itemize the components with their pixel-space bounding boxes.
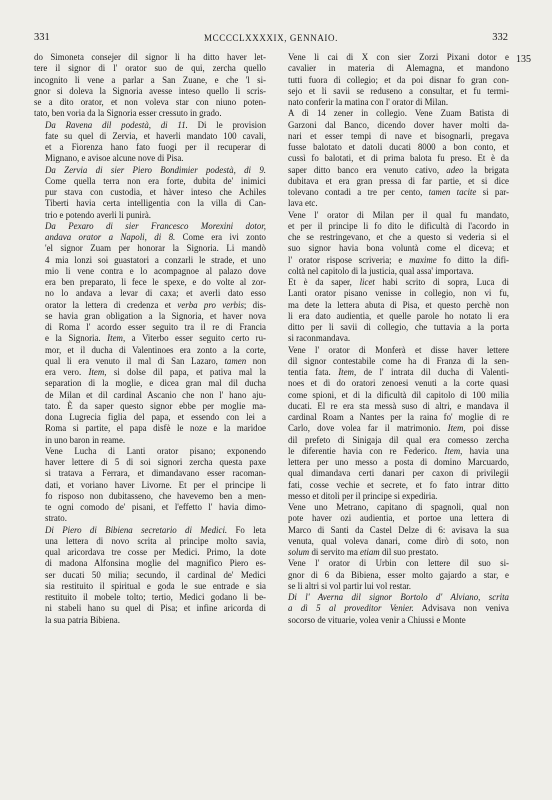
text-line: de Milan et dil cardinal Ascanio che non l' hano aju- (45, 389, 266, 400)
text-line: tentia fata. Item, de l' intrata dil ducha di Valenti- (288, 367, 509, 377)
text-line: et a Fiorenza hano fato fuogi per il recuperar di (45, 142, 266, 152)
text-line: se a dito orator, et non voleva star con niuno poten- (34, 97, 266, 107)
text-line: qual li era venuto il mal di San Lazaro, tamen non (45, 355, 266, 366)
text-line: Vene uno Metrano, capitano di spagnoli, qual non (288, 502, 509, 512)
text-line: incognito li vene a parlar a San Zuane, e che 'l si- (34, 74, 266, 85)
paragraph (34, 165, 266, 221)
text-line: fate su quel di Zervia, et haverli mandato 100 cavali, (45, 130, 266, 141)
text-line: Vene li cai di X con sier Zorzi Pixani dotor e (288, 52, 509, 62)
text-line: tere il signor di l' orator suo de qui, zercha quello (34, 63, 266, 74)
paragraph (277, 277, 509, 345)
text-line: separation di la moglie, e dicea gran mal dil ducha (45, 378, 266, 389)
text-line: no lo andava a levar di caxa; et averli dato esso (45, 288, 266, 299)
text-line: in uno baron in reame. (45, 434, 126, 445)
text-line: messo et ditoli per il principe si expediria. (288, 490, 438, 501)
paragraph (34, 525, 266, 626)
text-line: coltà nel capitolo di la justicia, qual assa' importava. (288, 265, 474, 276)
paragraph (277, 558, 509, 592)
text-line: fo risposo non dubitasseno, che havevemo ben a men- (45, 490, 266, 501)
text-line: restituito il mobele tolto; tertio, Medici godano li be- (45, 592, 266, 602)
text-line: mio li vene contra e lo acompagnoe al palazo dove (45, 265, 266, 276)
text-line: et per il principe li fo dito le dificultà di l'acordo in (288, 220, 509, 231)
text-line: venuta, qual voleva danari, come dirò di soto, non (288, 535, 509, 546)
text-line: Carlo, dove volea far il matrimonio. Item, poi disse (288, 423, 510, 434)
text-line: nato conferir la matina con l' orator di Milan. (288, 97, 449, 107)
text-line: fusse balotato et datoli ducati 8000 a bon conto, et (288, 142, 509, 152)
text-line: ma dete la lettera abuta di Pisa, et questo perchè non (288, 299, 509, 310)
paragraph (34, 120, 266, 165)
text-line: come spioni, et di la dificultà dil capitolo di 100 milia (288, 389, 509, 400)
paragraph (34, 446, 266, 525)
text-line: Vene l' orator di Monferà et disse haver lettere (288, 344, 509, 355)
text-line: cardinal Roam a Nantes per la raina fo' moglie di re (288, 412, 509, 422)
page-number-right: 332 (492, 32, 508, 43)
text-line: lava etc. (288, 198, 318, 209)
text-line: era ben preparato, li fece le spexe, e do volte al zor- (45, 277, 266, 287)
paragraph (277, 52, 509, 108)
text-line: noes et di do oratori zenoesi venuti a la corte quasi (288, 378, 509, 389)
text-line: Vene l' orator di Urbin con lettere dil suo si- (288, 558, 509, 569)
text-line: a dì 5 al proveditor Venier. Advisava non veniva (288, 603, 509, 614)
text-line: solum di servito ma etiam dil suo prestato. (288, 547, 439, 557)
text-line: te ogni comodo de' pisani, et l'effetto l' havia dimo- (45, 502, 266, 512)
text-line: ditto per li savii di collegio, che tuttavia a la porta (288, 322, 509, 332)
text-line: dil signor contestabile come ha di Franza di la sen- (288, 355, 509, 366)
text-line: Di l' Averna dil signor Bortolo d' Alviano, scrita (288, 592, 509, 602)
text-line: qual dimandava certi danari per caxon di privilegii (288, 468, 509, 479)
text-line: e la Signoria. Item, a Viterbo esser seguito certo ru- (45, 333, 266, 344)
text-line: pote haver ozi audientia, et portoe una lettera di (288, 513, 509, 524)
text-line: tutti fuora di collegio; et da poi disnar fo gran con- (288, 74, 509, 85)
text-line: dubitava et era gran pressa di far partie, et si dice (288, 175, 509, 186)
text-line: se li altri si vol partir lui vol restar. (288, 580, 411, 591)
text-line: haver lettere di 5 di soi signori zercha questa paxe (45, 457, 266, 467)
paragraph (277, 210, 509, 278)
text-line: ducati. El re era sta messà suso di altri, e mandava il (288, 400, 509, 411)
text-line: dona Lugrecia figlia del papa, et essendo con lei a (45, 412, 266, 422)
text-line: mor, et il ducha di Valentinoes era zonto a la corte, (45, 344, 266, 355)
text-line: Lanti orator pisano venisse in collegio, non vi fu, (288, 288, 509, 299)
text-line: andava orator a Napoli, di 8. Come era ivi zonto (45, 232, 266, 242)
text-line: Da Pexaro di sier Francesco Morexini dotor, (45, 220, 266, 231)
text-line: socorso de vituarie, volea venir a Chiussi e Monte (288, 614, 466, 625)
text-line: Vene l' orator di Milan per il qual fu mandato, (288, 209, 509, 220)
text-line: strato. (45, 513, 67, 524)
text-line: Come quella terra non era forte, dubita de' inimici (45, 175, 266, 186)
text-line: dil prefeto di Sinigaja dil qual era comesso zercha (288, 434, 509, 445)
text-line: gnor di 6 da Bibiena, esser molto gajardo a star, e (288, 569, 509, 580)
text-line: di Roma l' acordo esser seguito tra il re di Francia (45, 322, 266, 332)
text-line: qual aricordava tre cosse per Medici. Primo, la dote (45, 547, 266, 557)
text-line: Tiberti havia certa intelligentia con la villa di Can- (45, 198, 266, 209)
text-line: trio e potendo averli li punirà. (45, 209, 151, 220)
paragraph (277, 108, 509, 209)
text-line: tato, ben voria da la Signoria esser cressuto in grado. (34, 108, 222, 119)
text-line: saper ditto banco era venuto cativo, adeo la brigata (288, 164, 509, 175)
text-line: orator la lettera di credenza et verba pro verbis; dis- (45, 299, 266, 310)
text-line: Roma si partite, el papa disfè le noze e la maridoe (45, 423, 266, 434)
text-line: suo signor havia bona voluntà come el diceva; et (288, 243, 509, 254)
text-line: Garzoni dal Banco, dicendo dover haver molti da- (288, 119, 509, 130)
text-line: una lettera di novo scrita al principe molto savia, (45, 535, 266, 546)
text-line: Da Zervia di sier Piero Bondimier podestà, di 9. (45, 164, 266, 175)
text-line: fati, cosse vechie et secrete, et fo fato intrar ditto (288, 479, 509, 490)
paragraph (277, 345, 509, 503)
text-line: era vero. Item, si dolse dil papa, et pativa mal la (45, 367, 266, 377)
paragraph (277, 592, 509, 626)
text-line: che se restringevano, et che a questo si vederia si el (288, 232, 509, 242)
text-line: Mignano, e avisoe alcune nove di Pisa. (45, 153, 184, 164)
text-line: se havia gran obligation a la Signoria, et haver nova (45, 310, 266, 321)
text-line: A dì 14 zener in collegio. Vene Zuam Batista di (288, 108, 509, 119)
text-line: si tratava a Ferrara, et dimandavano esser racoman- (45, 468, 266, 479)
page-header (34, 31, 508, 45)
running-title: MCCCCLXXXXIX, GENNAIO. (204, 33, 338, 43)
text-line: l' orator rispose scriveria; e maxime fo ditto la difi- (288, 254, 509, 265)
text-line: nari et esser tempi di nave et bisognarli, pregava (288, 130, 509, 141)
left-column (34, 52, 266, 626)
text-line: gnor si doleva la Signoria avesse inteso quello li scris- (34, 85, 266, 96)
text-line: ni stabeli hano su quel di Pisa; et infine aricorda di (45, 603, 266, 614)
text-line: 4 mia lonzi soi guastatori a conzarli le strade, et uno (45, 254, 266, 265)
text-line: la sua patria Bibiena. (45, 614, 120, 625)
text-line: le diferentie havia con re Federico. Item, havia una (288, 445, 509, 456)
text-line: si raconmandava. (288, 333, 351, 344)
paragraph (277, 502, 509, 558)
text-line: ser ducati 50 milia; secundo, il cardinal de' Medici (45, 569, 266, 580)
text-line: sejo et li savii se reduseno a consultar, et fu termi- (288, 85, 509, 96)
text-line: Vene Lucha di Lanti orator pisano; exponendo (45, 445, 266, 456)
text-line: cussì fo balotati, et di prima balota fu preso. Et è da (288, 153, 509, 164)
text-line: 'el signor Zuam per honorar la Signoria. Li mandò (45, 243, 266, 254)
text-line: tato. È da saper questo signor ebbe per moglie ma- (45, 400, 266, 411)
text-line: di madona Alfonsina moglie del magnifico Piero es- (45, 558, 266, 569)
text-line: Di Piero di Bibiena secretario di Medici. Fo leta (45, 524, 266, 535)
text-line: dati, et voriano haver Livorne. Et per el principe li (45, 479, 266, 490)
text-line: tolevano contadi a tre per cento, tamen tacite si par- (288, 187, 509, 197)
text-line: cavalier in materia di Alemagna, et mandono (288, 63, 509, 74)
paragraph (34, 221, 266, 446)
text-line: Et è da saper, licet habi scrito di sopra, Luca di (288, 277, 510, 287)
margin-page-number: 135 (516, 54, 531, 65)
text-line: Da Ravena dil podestà, di 11. Di le provision (45, 119, 267, 130)
text-line: li era dato audientia, et quelle parole ho notato li era (288, 310, 509, 321)
text-line: pur stava con custodia, et hàver inteso che Achiles (45, 187, 266, 197)
text-line: lettera per uno messo a posta di domino Marcuardo, (288, 457, 509, 467)
text-line: do Simoneta consejer dil signor li ha ditto haver let- (34, 52, 266, 62)
paragraph (34, 52, 266, 120)
text-line: Marco di Santi da Castel Delze di 6: avisava la sua (288, 524, 509, 535)
text-line: sia restituito il spiritual e goda le sue entrade e sia (45, 580, 266, 591)
page-number-left: 331 (34, 32, 50, 43)
right-column (277, 52, 509, 626)
